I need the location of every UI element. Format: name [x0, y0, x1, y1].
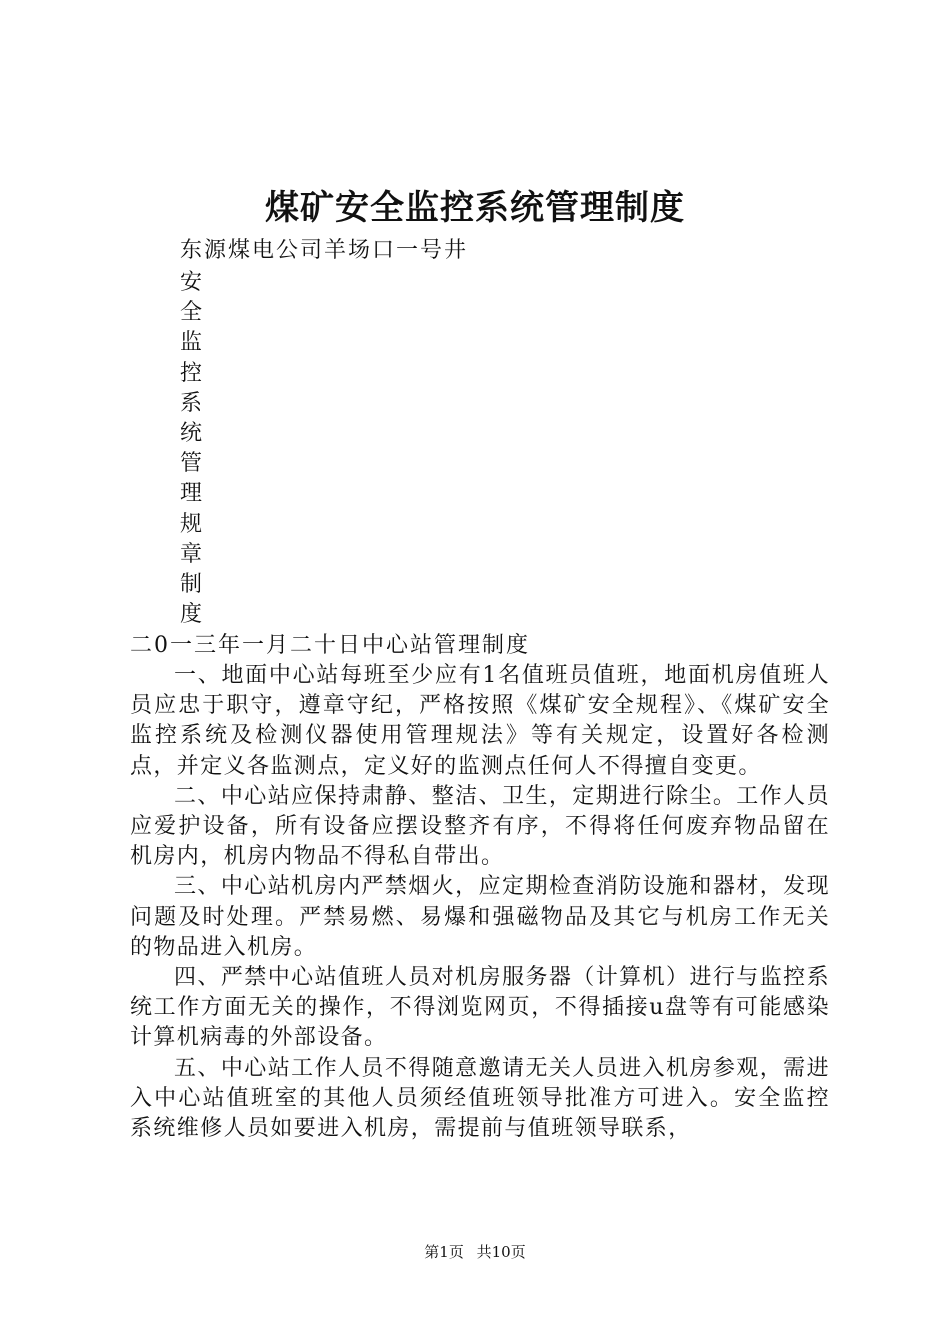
vertical-heading: 安全监控系统管理规章制度	[180, 270, 203, 628]
paragraph: 一、地面中心站每班至少应有1名值班员值班，地面机房值班人员应忠于职守，遵章守纪，严格按照《煤矿安全规程》、《煤矿安全监控系统及检测仪器使用管理规法》等有关规定，设置好各检测点，并定义各监测点，定义好的监测点任何人不得擅自变更。	[130, 663, 830, 779]
paragraph: 五、中心站工作人员不得随意邀请无关人员进入机房参观，需进入中心站值班室的其他人员须经值班领导批准方可进入。安全监控系统维修人员如要进入机房，需提前与值班领导联系，	[130, 1055, 830, 1142]
paragraph: 三、中心站机房内严禁烟火，应定期检查消防设施和器材，发现问题及时处理。严禁易燃、易爆和强磁物品及其它与机房工作无关的物品进入机房。	[130, 874, 830, 960]
paragraph: 四、严禁中心站值班人员对机房服务器（计算机）进行与监控系统工作方面无关的操作，不得浏览网页，不得插接u盘等有可能感染计算机病毒的外部设备。	[130, 965, 830, 1051]
page-number: 第1页	[424, 1243, 464, 1261]
date-line: 二0一三年一月二十日中心站管理制度	[130, 633, 530, 658]
page-total: 共10页	[476, 1243, 526, 1261]
document-title: 煤矿安全监控系统管理制度	[265, 188, 685, 228]
paragraph: 二、中心站应保持肃静、整洁、卫生，定期进行除尘。工作人员应爱护设备，所有设备应摆设整齐有序，不得将任何废弃物品留在机房内，机房内物品不得私自带出。	[130, 783, 830, 870]
document-body	[130, 661, 830, 1144]
document-subtitle: 东源煤电公司羊场口一号井	[180, 238, 469, 263]
page-footer	[0, 1241, 950, 1263]
